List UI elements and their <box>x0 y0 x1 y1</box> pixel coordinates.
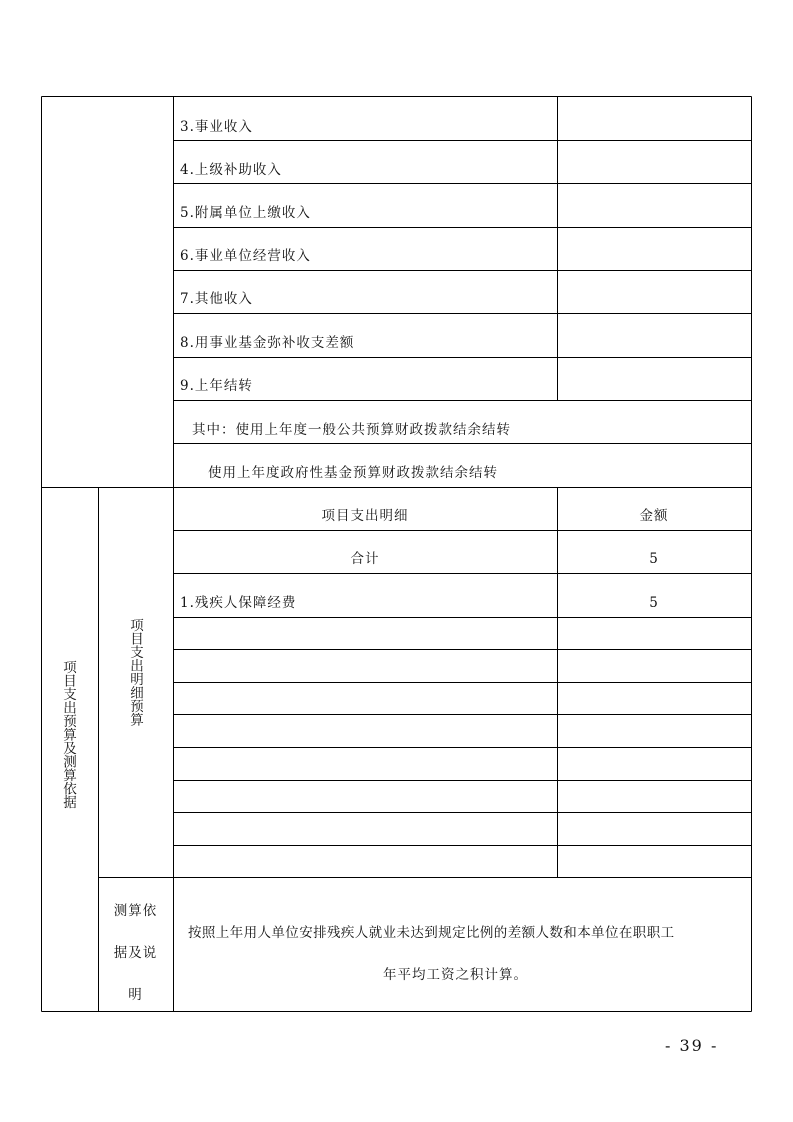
project-expense-budget-label: 项目支出预算及测算依据 <box>60 660 76 809</box>
basis-label-line: 据及说 <box>113 945 158 961</box>
basis-label-line: 明 <box>128 987 143 1003</box>
income-row-7: 7.其他收入 <box>180 291 253 307</box>
income-row-3: 3.事业收入 <box>180 119 253 135</box>
total-amount: 5 <box>649 551 659 567</box>
detail-header-amount: 金额 <box>639 508 669 524</box>
income-row-9: 9.上年结转 <box>180 378 253 394</box>
carryover-general-budget: 其中：使用上年度一般公共预算财政拨款结余结转 <box>192 422 511 438</box>
basis-label-line: 测算依 <box>113 903 158 919</box>
income-row-5: 5.附属单位上缴收入 <box>180 205 311 221</box>
income-row-6: 6.事业单位经营收入 <box>180 248 311 264</box>
project-expense-detail-label: 项目支出明细预算 <box>127 618 143 726</box>
basis-text-line: 按照上年用人单位安排残疾人就业未达到规定比例的差额人数和本单位在职职工 <box>188 925 675 941</box>
item-amount: 5 <box>649 595 659 611</box>
page-number: - 39 - <box>665 1036 719 1055</box>
item-name: 1.残疾人保障经费 <box>180 595 297 611</box>
income-row-8: 8.用事业基金弥补收支差额 <box>180 335 355 351</box>
total-label: 合计 <box>350 551 380 567</box>
detail-header-item: 项目支出明细 <box>321 508 409 524</box>
basis-text-line: 年平均工资之积计算。 <box>383 967 528 983</box>
income-row-4: 4.上级补助收入 <box>180 162 282 178</box>
carryover-fund-budget: 使用上年度政府性基金预算财政拨款结余结转 <box>208 465 498 481</box>
